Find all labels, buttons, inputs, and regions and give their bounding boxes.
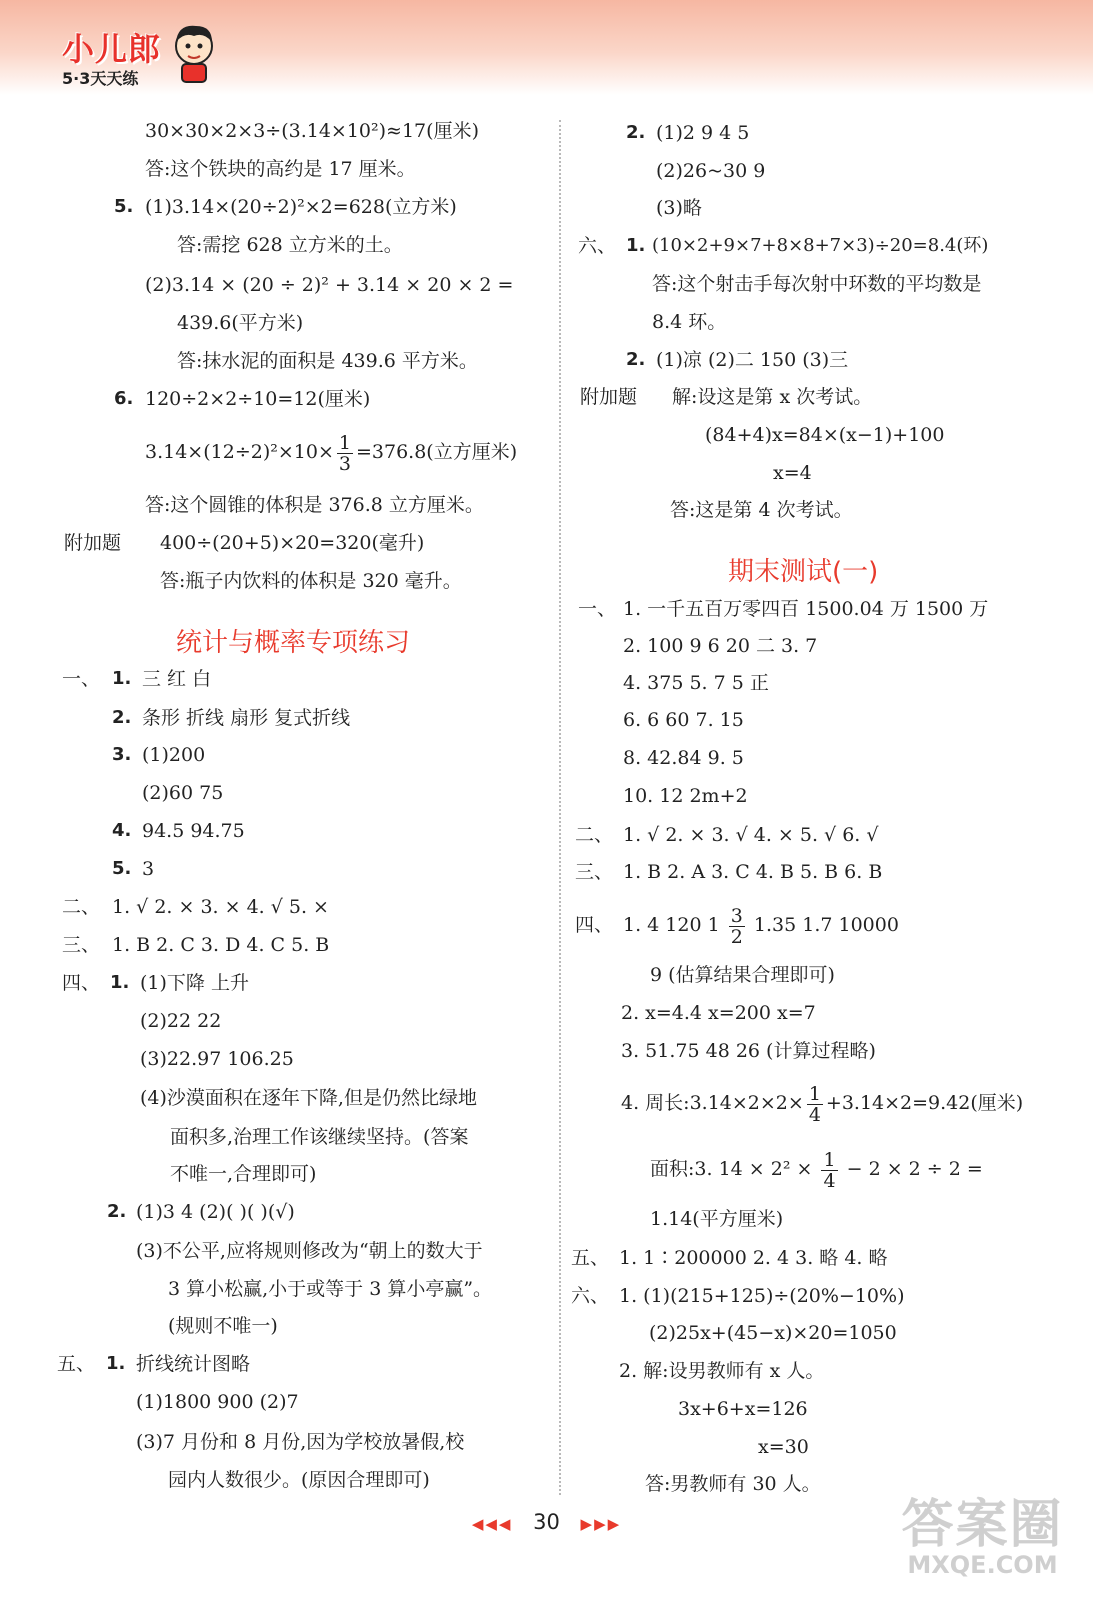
answer-line: 1. B 2. C 3. D 4. C 5. B (112, 934, 330, 956)
answer-line: 2. 100 9 6 20 二 3. 7 (623, 635, 818, 657)
answer-line: (1)2 9 4 5 (656, 122, 750, 144)
question-number: 3. (112, 744, 132, 765)
answer-line: (1)凉 (2)二 150 (3)三 (656, 349, 849, 371)
answer-line: (2)26~30 9 (656, 160, 766, 182)
brand-logo (62, 24, 161, 89)
expr-part: 面积:3. 14 × 2² × (650, 1158, 813, 1180)
answer-line: (1)1800 900 (2)7 (136, 1391, 299, 1413)
expr-part: 3.14×(12÷2)²×10× (145, 441, 334, 463)
answer-line: (3)不公平,应将规则修改为“朝上的数大于 (136, 1240, 483, 1262)
answer-line: 1. √ 2. × 3. √ 4. × 5. √ 6. √ (623, 824, 879, 846)
logo-subtitle: 5·3天天练 (62, 69, 139, 88)
answer-line: (1)3.14×(20÷2)²×2=628(立方米) (145, 196, 457, 218)
answer-line: 3 (142, 858, 155, 880)
answer-line: (1)下降 上升 (140, 972, 249, 994)
answer-line: (3)22.97 106.25 (140, 1048, 294, 1070)
section-label: 二、 (62, 896, 101, 918)
answer-line: (3)略 (656, 197, 702, 219)
watermark-url: MXQE.COM (907, 1551, 1058, 1579)
fraction (337, 433, 353, 474)
question-number: 2. (626, 349, 646, 370)
answer-line: 答:瓶子内饮料的体积是 320 毫升。 (160, 570, 462, 592)
answer-line: 答:这是第 4 次考试。 (670, 499, 853, 521)
expr-part: 1. 4 120 1 (623, 914, 720, 936)
question-number: 5. (112, 858, 132, 879)
expr-part: 4. 周长:3.14×2×2× (621, 1092, 804, 1114)
expr-part: =376.8(立方厘米) (355, 441, 518, 463)
answer-line: 答:抹水泥的面积是 439.6 平方米。 (177, 350, 478, 372)
section-title: 统计与概率专项练习 (176, 628, 411, 658)
answer-line: 3x+6+x=126 (678, 1398, 808, 1420)
answer-line: (84+4)x=84×(x−1)+100 (705, 424, 945, 446)
expr-part: +3.14×2=9.42(厘米) (825, 1092, 1024, 1114)
answer-line: (1)200 (142, 744, 206, 766)
answer-line: 4. 375 5. 7 5 正 (623, 672, 769, 694)
answer-line: 解:设这是第 x 次考试。 (672, 386, 873, 408)
answer-line-fraction (621, 1080, 1023, 1126)
answer-line: 答:需挖 628 立方米的土。 (177, 234, 403, 256)
answer-line: 三 红 白 (142, 668, 212, 690)
expr-part: − 2 × 2 ÷ 2 = (846, 1158, 983, 1180)
answer-line: 8. 42.84 9. 5 (623, 747, 744, 769)
question-number: 6. (114, 388, 134, 409)
section-label: 六、 (571, 1285, 610, 1307)
answer-line: 3 算小松赢,小于或等于 3 算小亭赢”。 (168, 1278, 493, 1300)
answer-line: 94.5 94.75 (142, 820, 245, 842)
answer-line: (2)3.14 × (20 ÷ 2)² + 3.14 × 20 × 2 = (145, 274, 514, 296)
answer-line: 园内人数很少。(原因合理即可) (168, 1469, 430, 1491)
section-label: 四、 (575, 914, 614, 936)
answer-line: 120÷2×2÷10=12(厘米) (145, 388, 371, 410)
fraction-numerator: 1 (808, 1082, 821, 1105)
answer-line-fraction (623, 900, 899, 950)
fraction-denominator: 3 (338, 452, 351, 475)
answer-line: 答:这个射击手每次射中环数的平均数是 (652, 273, 982, 295)
mascot-icon (166, 18, 222, 84)
answer-line: 2. x=4.4 x=200 x=7 (621, 1002, 816, 1024)
column-divider (559, 120, 561, 1495)
question-number: 2. (107, 1201, 127, 1222)
section-label: 一、 (62, 668, 101, 690)
section-label: 五、 (571, 1247, 610, 1269)
answer-line: 9 (估算结果合理即可) (650, 964, 835, 986)
question-number: 2. (112, 707, 132, 728)
answer-line: (2)22 22 (140, 1010, 222, 1032)
section-label: 五、 (57, 1353, 96, 1375)
fraction-denominator: 4 (823, 1169, 836, 1192)
section-label: 二、 (575, 824, 614, 846)
page-number: 30 (533, 1510, 560, 1534)
answer-line: 1. (1)(215+125)÷(20%−10%) (619, 1285, 905, 1307)
fraction-denominator: 4 (808, 1103, 821, 1126)
section-label: 三、 (62, 934, 101, 956)
answer-line: (2)25x+(45−x)×20=1050 (649, 1322, 897, 1344)
fraction-denominator: 2 (730, 925, 743, 948)
answer-line: (3)7 月份和 8 月份,因为学校放暑假,校 (136, 1431, 465, 1453)
logo-title: 小儿郎 (62, 30, 162, 68)
fraction (807, 1084, 823, 1125)
next-arrows-icon: ▶▶▶ (580, 1515, 622, 1533)
section-label: 四、 (62, 972, 101, 994)
answer-line: 10. 12 2m+2 (623, 785, 748, 807)
fraction-numerator: 1 (338, 431, 351, 454)
question-number: 1. (112, 668, 132, 689)
question-number: 1. (110, 972, 130, 993)
prev-arrows-icon: ◀◀◀ (471, 1515, 513, 1533)
answer-line: 条形 折线 扇形 复式折线 (142, 707, 351, 729)
section-label: 一、 (578, 598, 617, 620)
answer-line: 不唯一,合理即可) (170, 1163, 317, 1185)
answer-line: (4)沙漠面积在逐年下降,但是仍然比绿地 (140, 1087, 477, 1109)
fraction-numerator: 1 (823, 1148, 836, 1171)
answer-line: 面积多,治理工作该继续坚持。(答案 (170, 1126, 469, 1148)
header-band (0, 0, 1093, 95)
watermark-logo (895, 1482, 1070, 1592)
question-number: 2. (626, 122, 646, 143)
answer-line-fraction (145, 430, 517, 474)
section-label: 三、 (575, 861, 614, 883)
question-number: 4. (112, 820, 132, 841)
question-number: 1. (626, 235, 646, 256)
answer-line: 折线统计图略 (136, 1353, 251, 1375)
answer-line: 2. 解:设男教师有 x 人。 (619, 1360, 825, 1382)
answer-line: 30×30×2×3÷(3.14×10²)≈17(厘米) (145, 120, 479, 142)
answer-line: 3. 51.75 48 26 (计算过程略) (621, 1040, 876, 1062)
answer-line: 400÷(20+5)×20=320(毫升) (160, 532, 425, 554)
answer-line: 答:这个铁块的高约是 17 厘米。 (145, 158, 416, 180)
answer-line: 1. √ 2. × 3. × 4. √ 5. × (112, 896, 329, 918)
fraction (821, 1150, 837, 1191)
answer-line: 1. B 2. A 3. C 4. B 5. B 6. B (623, 861, 883, 883)
answer-line: 6. 6 60 7. 15 (623, 709, 744, 731)
answer-line: 答:这个圆锥的体积是 376.8 立方厘米。 (145, 494, 484, 516)
question-number: 1. (106, 1353, 126, 1374)
answer-line: 1. 1∶200000 2. 4 3. 略 4. 略 (619, 1247, 888, 1269)
watermark-text: 答案圈 (901, 1495, 1064, 1555)
bonus-label: 附加题 (64, 532, 122, 554)
section-title: 期末测试(一) (728, 557, 879, 587)
question-number: 5. (114, 196, 134, 217)
answer-line-fraction (650, 1146, 983, 1192)
answer-line: 439.6(平方米) (177, 312, 304, 334)
fraction-numerator: 3 (730, 904, 743, 927)
answer-line: 8.4 环。 (652, 311, 727, 333)
answer-line: 1. 一千五百万零四百 1500.04 万 1500 万 (623, 598, 989, 620)
answer-line: 1.14(平方厘米) (650, 1208, 784, 1230)
answer-line: (10×2+9×7+8×8+7×3)÷20=8.4(环) (652, 235, 989, 256)
answer-line: (2)60 75 (142, 782, 224, 804)
answer-line: x=4 (773, 462, 812, 484)
answer-line: (1)3 4 (2)( )( )(√) (136, 1201, 295, 1223)
fraction (729, 906, 745, 947)
answer-line: (规则不唯一) (168, 1315, 278, 1337)
bonus-label: 附加题 (580, 386, 638, 408)
answer-line: x=30 (758, 1436, 809, 1458)
expr-part: 1.35 1.7 10000 (753, 914, 899, 936)
section-label: 六、 (578, 235, 617, 257)
answer-line: 答:男教师有 30 人。 (645, 1473, 821, 1495)
